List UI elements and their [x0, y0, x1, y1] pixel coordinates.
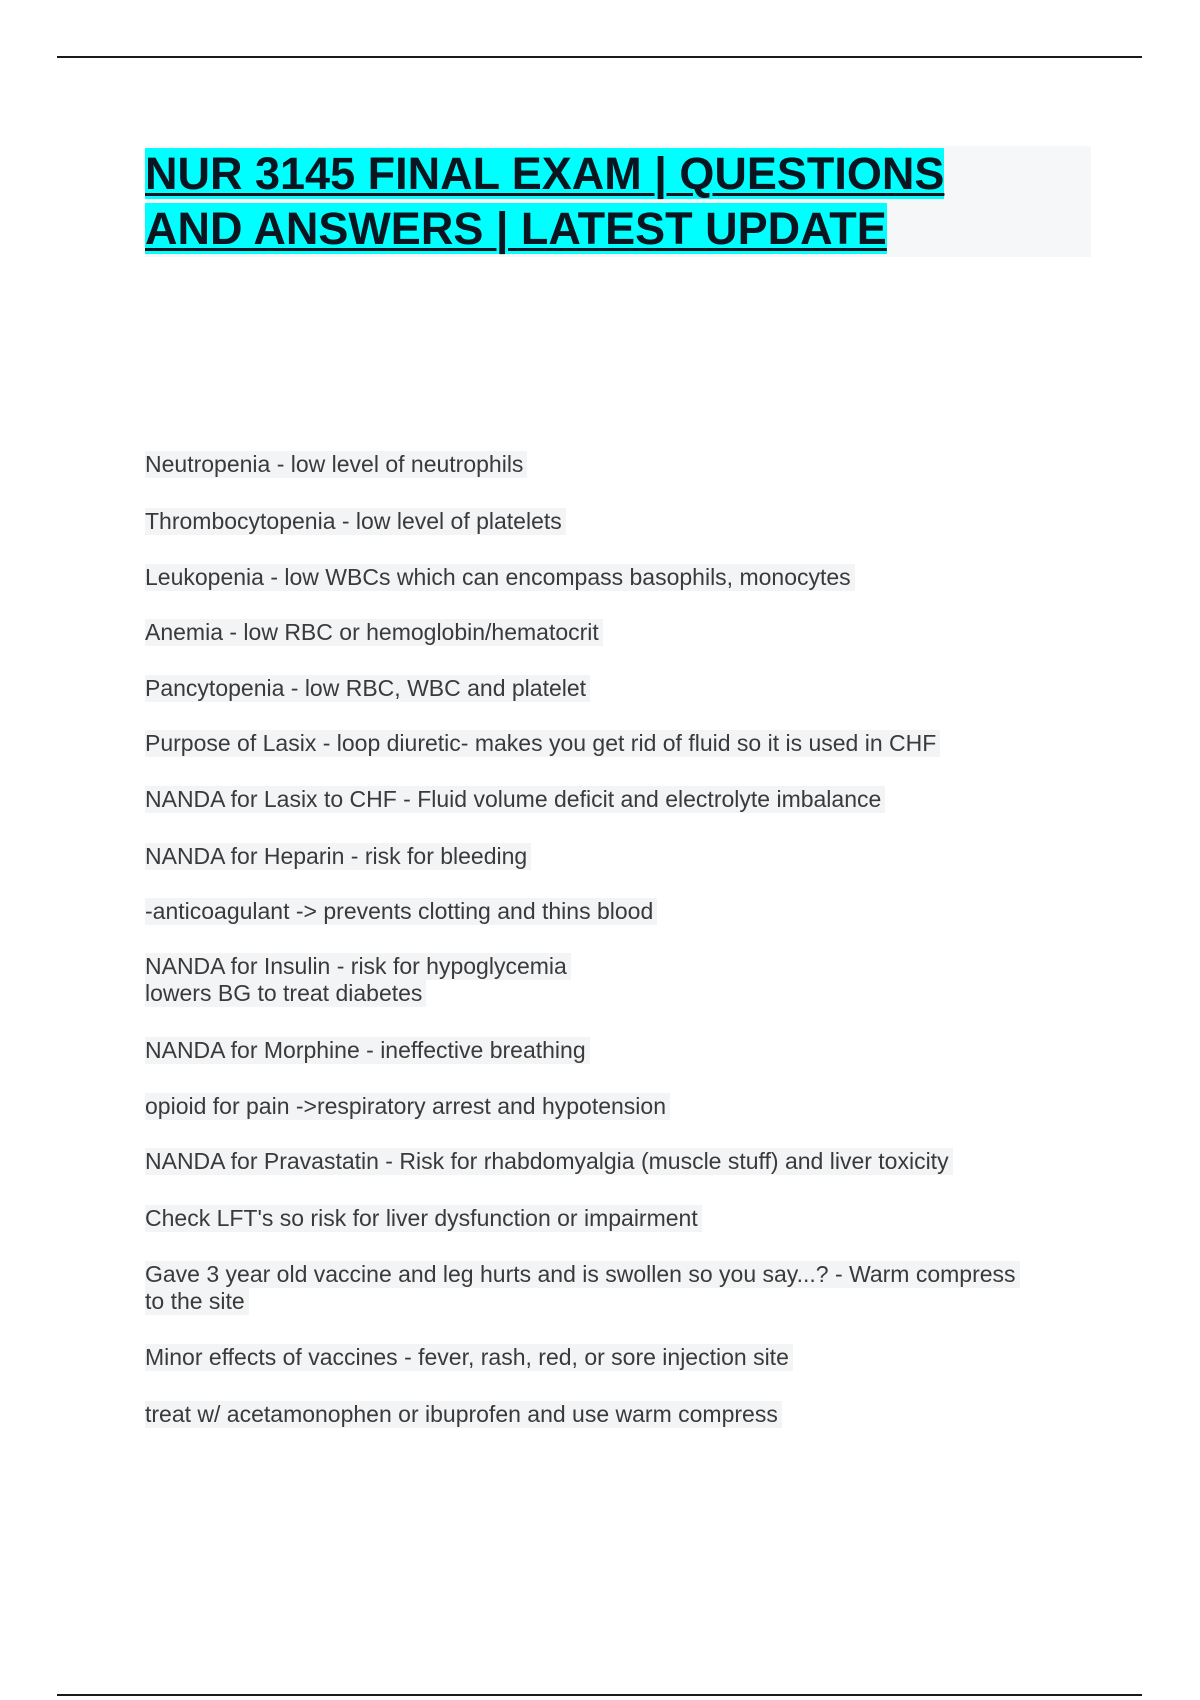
qa-entry-thrombocytopenia	[145, 508, 566, 535]
qa-text: Neutropenia - low level of neutrophils	[145, 451, 527, 478]
qa-entry-pravastatin	[145, 1148, 953, 1175]
qa-entry-lft	[145, 1205, 702, 1232]
qa-entry-heparin	[145, 843, 531, 870]
title-block	[145, 146, 1091, 257]
qa-text: -anticoagulant -> prevents clotting and thins blood	[145, 898, 657, 925]
title-line-1: NUR 3145 FINAL EXAM | QUESTIONS	[145, 148, 945, 199]
qa-text-line-1: NANDA for Insulin - risk for hypoglycemia	[145, 953, 571, 980]
qa-entry-neutropenia	[145, 451, 527, 478]
title-line-2: AND ANSWERS | LATEST UPDATE	[145, 203, 887, 254]
qa-entry-vaccine-leg	[145, 1261, 1020, 1315]
page-title	[145, 146, 1091, 256]
qa-entry-leukopenia	[145, 564, 855, 591]
qa-text: Leukopenia - low WBCs which can encompass basophils, monocytes	[145, 564, 855, 591]
qa-text: Minor effects of vaccines - fever, rash, red, or sore injection site	[145, 1344, 793, 1371]
qa-entry-insulin	[145, 953, 571, 1007]
qa-text-line-2: to the site	[145, 1288, 249, 1315]
qa-entry-anemia	[145, 619, 603, 646]
qa-text: NANDA for Morphine - ineffective breathing	[145, 1037, 590, 1064]
qa-text: Thrombocytopenia - low level of platelets	[145, 508, 566, 535]
qa-text: Purpose of Lasix - loop diuretic- makes you get rid of fluid so it is used in CHF	[145, 730, 940, 757]
qa-entry-morphine	[145, 1037, 590, 1064]
qa-text: Pancytopenia - low RBC, WBC and platelet	[145, 675, 590, 702]
qa-text: NANDA for Pravastatin - Risk for rhabdomyalgia (muscle stuff) and liver toxicity	[145, 1148, 953, 1175]
qa-entry-lasix-purpose	[145, 730, 940, 757]
qa-text: NANDA for Heparin - risk for bleeding	[145, 843, 531, 870]
bottom-rule	[57, 1694, 1142, 1696]
qa-entry-pancytopenia	[145, 675, 590, 702]
qa-text-line-2: lowers BG to treat diabetes	[145, 980, 426, 1007]
qa-entry-opioid	[145, 1093, 670, 1120]
qa-text: NANDA for Lasix to CHF - Fluid volume deficit and electrolyte imbalance	[145, 786, 885, 813]
top-rule	[57, 56, 1142, 58]
qa-entry-vaccine-effects	[145, 1344, 793, 1371]
qa-text: opioid for pain ->respiratory arrest and hypotension	[145, 1093, 670, 1120]
qa-text: Check LFT's so risk for liver dysfunction or impairment	[145, 1205, 702, 1232]
qa-text: treat w/ acetamonophen or ibuprofen and use warm compress	[145, 1401, 782, 1428]
qa-entry-lasix-nanda	[145, 786, 885, 813]
qa-entry-anticoagulant	[145, 898, 657, 925]
qa-entry-treatment	[145, 1401, 782, 1428]
qa-text: Anemia - low RBC or hemoglobin/hematocrit	[145, 619, 603, 646]
qa-text-line-1: Gave 3 year old vaccine and leg hurts and is swollen so you say...? - Warm compress	[145, 1261, 1020, 1288]
